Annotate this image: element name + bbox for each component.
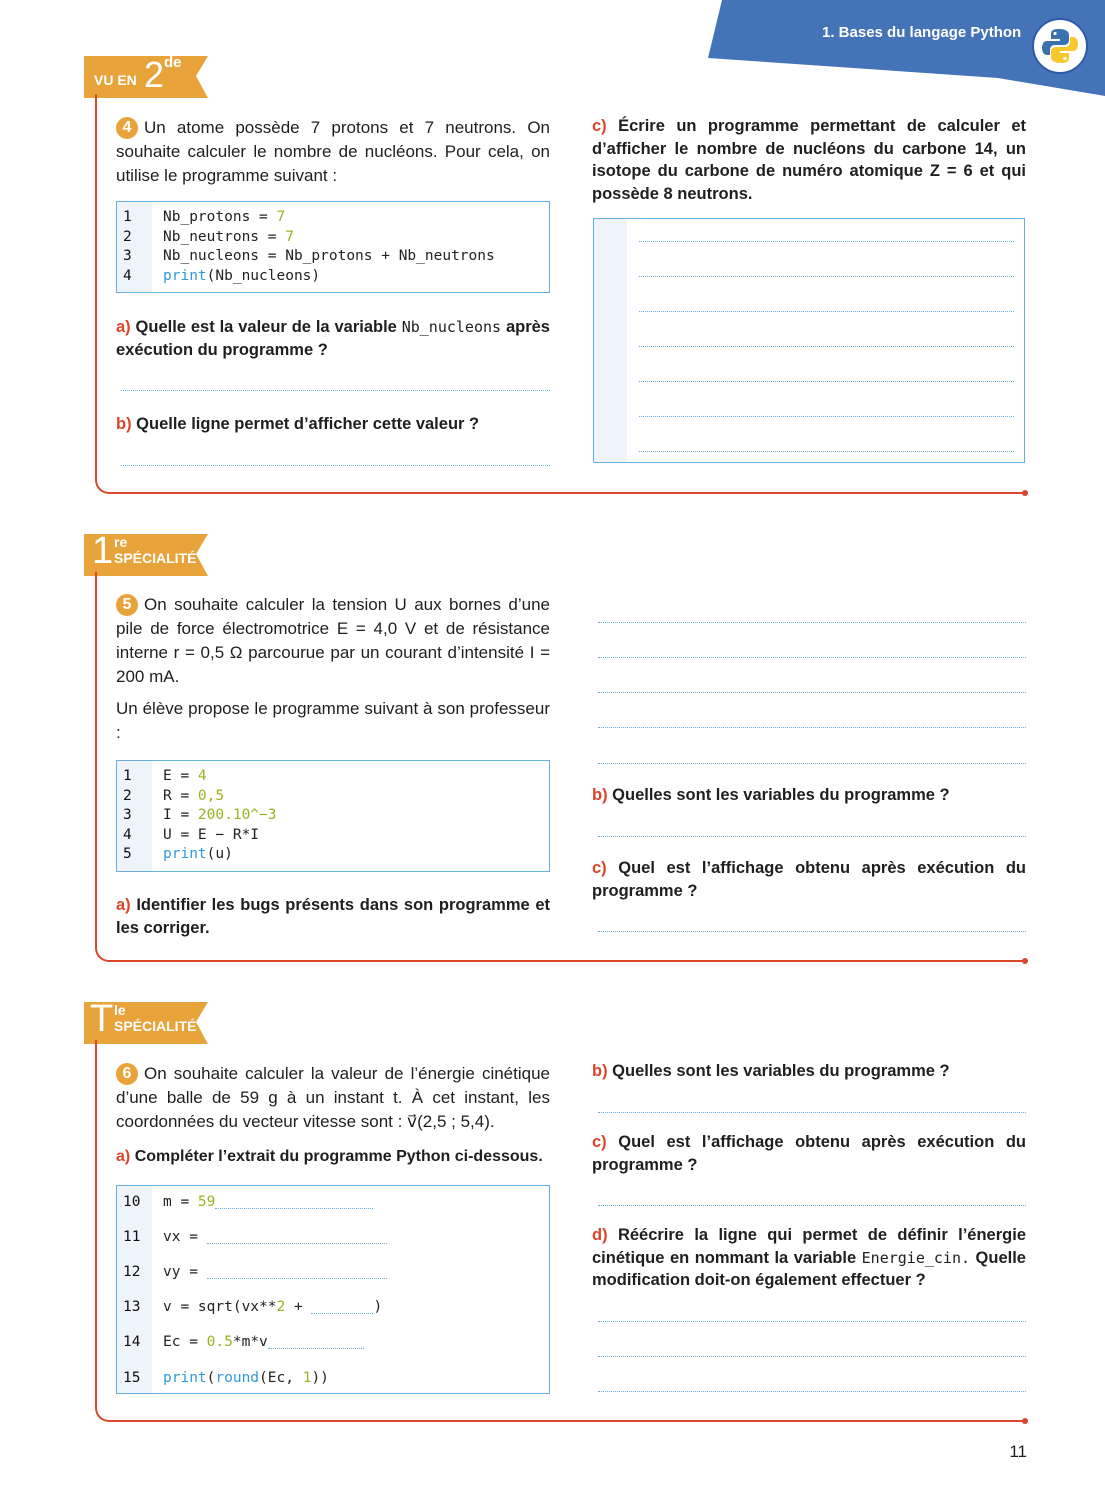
frame-end-dot (1022, 490, 1028, 496)
exercise-5-question-b: b) Quelles sont les variables du programme ? (592, 786, 950, 804)
fill-in-blank[interactable] (207, 1243, 387, 1244)
fill-in-blank[interactable] (207, 1278, 387, 1279)
answer-line[interactable] (598, 1205, 1026, 1206)
exercise-6-intro: 6 On souhaite calculer la valeur de l’énergie cinétique d’une balle de 59 g à un instant t. À cet instant, les coordonnées du vecteur vitesse sont : v⃗(2,5 ; 5,4). (116, 1064, 550, 1131)
answer-line[interactable] (598, 1391, 1026, 1392)
exercise-4-question-b: b) Quelle ligne permet d’afficher cette valeur ? (116, 415, 480, 433)
level-label: SPÉCIALITÉ (114, 550, 197, 566)
level-number: T (90, 998, 114, 1040)
answer-line[interactable] (598, 836, 1026, 837)
frame-end-dot (1022, 958, 1028, 964)
level-number: 2 (144, 54, 165, 95)
exercise-5-intro-2: Un élève propose le programme suivant à son professeur : (116, 699, 550, 742)
answer-line[interactable] (121, 465, 550, 466)
exercise-4-question-c: c) Écrire un programme permettant de calculer et d’afficher le nombre de nucléons du carbone 14, un isotope du carbone de numéro atomique Z = 6 et qui possède 8 neutrons. (592, 117, 1026, 203)
answer-line[interactable] (121, 390, 550, 391)
exercise-5-question-a: a) Identifier les bugs présents dans son programme et les corriger. (116, 896, 550, 937)
exercise-4-code-box: 1 Nb_protons = 7 2 Nb_neutrons = 7 3 Nb_nucleons = Nb_protons + Nb_neutrons 4 print(Nb_nucleons) (116, 201, 550, 293)
level-ribbon-2de (84, 56, 214, 98)
exercise-5-intro: 5 On souhaite calculer la tension U aux bornes d’une pile de force électromotrice E = 4,0 V et de résistance interne r = 0,5 Ω parcourue par un courant d’intensité I = 200 mA. (116, 595, 550, 686)
exercise-4-intro: 4 Un atome possède 7 protons et 7 neutrons. On souhaite calculer le nombre de nucléons. Pour cela, on utilise le programme suivant : (116, 118, 550, 185)
level-ribbon-1re (84, 530, 214, 576)
exercise-5-question-c: c) Quel est l’affichage obtenu après exécution du programme ? (592, 859, 1026, 900)
exercise-number-badge: 4 (116, 117, 138, 139)
answer-line[interactable] (598, 1112, 1026, 1113)
chapter-title: 1. Bases du langage Python (822, 24, 1022, 41)
exercise-5-code-box: 1 E = 4 2 R = 0,5 3 I = 200.10^−3 4 U = E − R*I 5 print(u) (116, 760, 550, 872)
answer-line[interactable] (598, 1356, 1026, 1357)
page-number: 11 (1009, 1442, 1027, 1461)
python-logo-icon (1032, 18, 1088, 74)
exercise-6-question-d: d) Réécrire la ligne qui permet de définir l’énergie cinétique en nommant la variable Energie_cin. Quelle modification doit-on également effectuer ? (592, 1226, 1026, 1289)
answer-line[interactable] (598, 763, 1026, 764)
exercise-4-question-a: a) Quelle est la valeur de la variable Nb_nucleons après exécution du programme ? (116, 318, 550, 359)
answer-line[interactable] (598, 692, 1026, 693)
exercise-number-badge: 6 (116, 1063, 138, 1085)
level-number: 1 (92, 530, 114, 572)
answer-line[interactable] (598, 931, 1026, 932)
frame-end-dot (1022, 1418, 1028, 1424)
exercise-4-answer-box[interactable] (593, 218, 1025, 463)
exercise-6-question-b: b) Quelles sont les variables du programme ? (592, 1062, 950, 1080)
exercise-6-question-a: a) Compléter l’extrait du programme Python ci-dessous. (116, 1148, 543, 1165)
answer-line[interactable] (598, 622, 1026, 623)
level-prefix: VU EN (94, 72, 137, 88)
exercise-6-code-box: 10 m = 59 11 vx = 12 vy = 13 v = sqrt(vx**2 + ) 14 Ec = 0.5*m*v 15 print(round(Ec, 1)) (116, 1185, 550, 1394)
answer-line[interactable] (598, 657, 1026, 658)
answer-line[interactable] (598, 1321, 1026, 1322)
fill-in-blank[interactable] (311, 1313, 373, 1314)
exercise-6-question-c: c) Quel est l’affichage obtenu après exécution du programme ? (592, 1133, 1026, 1174)
level-sup: le (114, 1002, 126, 1018)
answer-line[interactable] (598, 727, 1026, 728)
exercise-number-badge: 5 (116, 594, 138, 616)
level-sup: de (164, 54, 182, 71)
level-ribbon-tle (84, 998, 214, 1044)
level-sup: re (114, 534, 128, 550)
fill-in-blank[interactable] (268, 1348, 364, 1349)
level-label: SPÉCIALITÉ (114, 1018, 197, 1034)
fill-in-blank[interactable] (215, 1208, 373, 1209)
